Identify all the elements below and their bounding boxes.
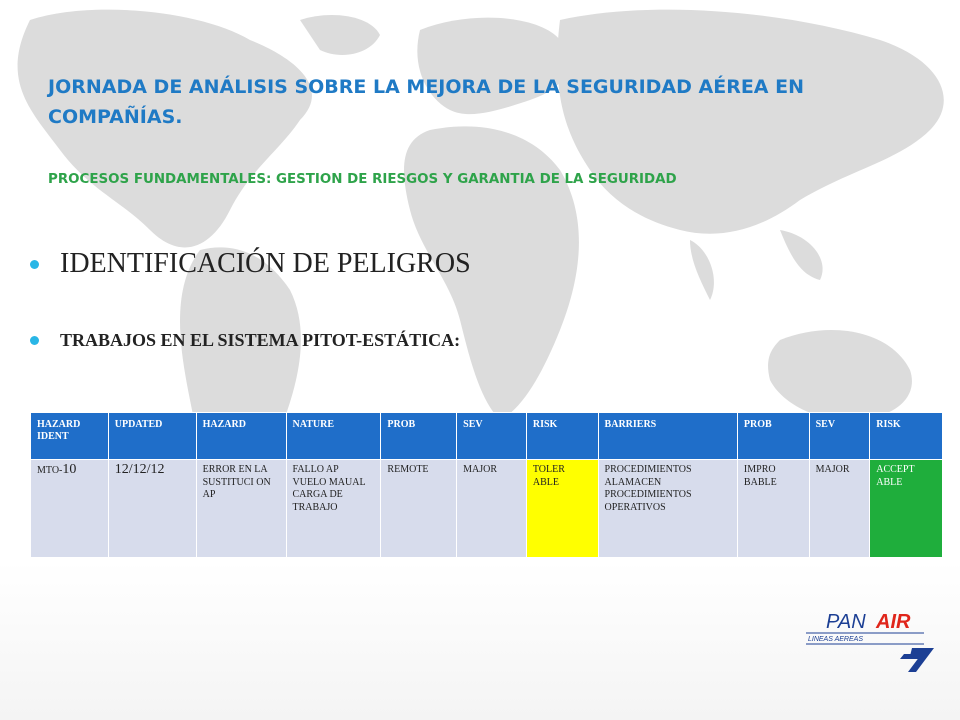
bullet-item-hazard-identification bbox=[30, 248, 471, 280]
page-subtitle: PROCESOS FUNDAMENTALES: GESTION DE RIESGOS Y GARANTIA DE LA SEGURIDAD bbox=[48, 172, 677, 187]
logo-brand-pan: PAN bbox=[826, 611, 866, 633]
column-header: BARRIERS bbox=[598, 413, 737, 460]
column-header: NATURE bbox=[286, 413, 381, 460]
logo-brand-air: AIR bbox=[876, 611, 911, 633]
column-header: RISK bbox=[870, 413, 943, 460]
cell-updated: 12/12/12 bbox=[108, 460, 196, 558]
column-header: PROB bbox=[381, 413, 457, 460]
cell-nature: FALLO AP VUELO MAUAL CARGA DE TRABAJO bbox=[286, 460, 381, 558]
table-header-row bbox=[31, 413, 943, 460]
cell-hazard: ERROR EN LA SUSTITUCI ON AP bbox=[196, 460, 286, 558]
cell-prob-residual: IMPRO BABLE bbox=[737, 460, 809, 558]
column-header: HAZARD bbox=[196, 413, 286, 460]
bullet-item-pitot-static-work bbox=[30, 330, 460, 351]
ident-prefix: MTO- bbox=[37, 465, 63, 476]
table-row bbox=[31, 460, 943, 558]
column-header: UPDATED bbox=[108, 413, 196, 460]
cell-sev: MAJOR bbox=[457, 460, 527, 558]
cell-risk-acceptable: ACCEPT ABLE bbox=[870, 460, 943, 558]
column-header: PROB bbox=[737, 413, 809, 460]
bullet-dot-icon bbox=[30, 336, 39, 345]
cell-hazard-ident bbox=[31, 460, 109, 558]
cell-risk-tolerable: TOLER ABLE bbox=[526, 460, 598, 558]
cell-barriers: PROCEDIMIENTOS ALAMACEN PROCEDIMIENTOS OPERATIVOS bbox=[598, 460, 737, 558]
cell-prob: REMOTE bbox=[381, 460, 457, 558]
bullet-text: TRABAJOS EN EL SISTEMA PITOT-ESTÁTICA: bbox=[60, 330, 461, 350]
cell-sev-residual: MAJOR bbox=[809, 460, 870, 558]
column-header: SEV bbox=[809, 413, 870, 460]
bullet-dot-icon bbox=[30, 260, 39, 269]
logo-tagline: LINEAS AEREAS bbox=[808, 636, 863, 643]
hazard-table bbox=[30, 412, 943, 558]
pan-air-logo bbox=[800, 608, 940, 678]
column-header: SEV bbox=[457, 413, 527, 460]
column-header: HAZARD IDENT bbox=[31, 413, 109, 460]
column-header: RISK bbox=[526, 413, 598, 460]
ident-number: 10 bbox=[62, 462, 77, 477]
logo-mark-icon bbox=[908, 648, 934, 672]
bullet-text: IDENTIFICACIÓN DE PELIGROS bbox=[60, 248, 471, 279]
page-title: JORNADA DE ANÁLISIS SOBRE LA MEJORA DE LA SEGURIDAD AÉREA EN COMPAÑÍAS. bbox=[48, 76, 805, 128]
